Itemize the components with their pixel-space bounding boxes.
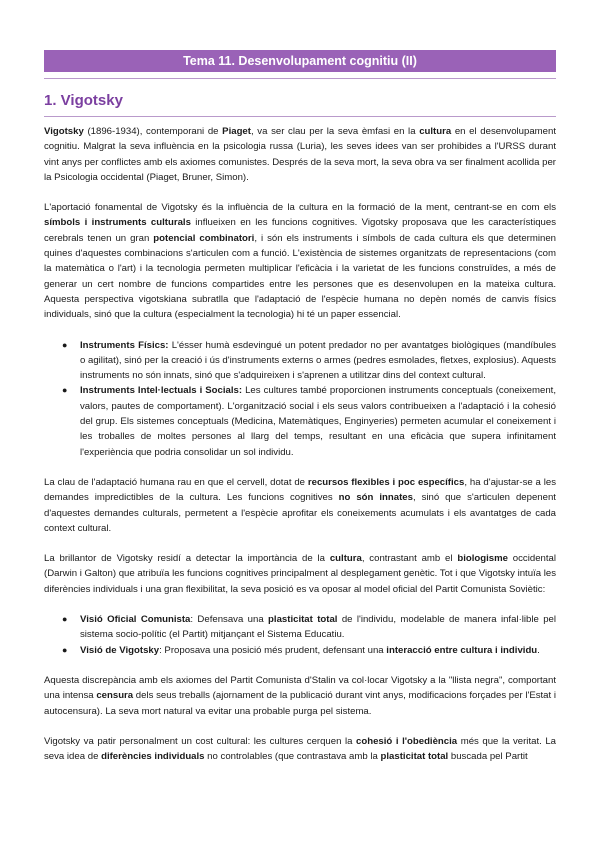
list-item xyxy=(62,643,556,658)
text-run: : Defensava una xyxy=(190,614,269,626)
paragraph-intro xyxy=(44,124,556,185)
text-run: Vigotsky va patir personalment un cost cultural: les cultures cerquen la xyxy=(44,735,357,747)
text-run: , contrastant amb el xyxy=(361,553,458,565)
bold-term: Visió de Vigotsky xyxy=(80,644,160,656)
text-run: dels seus treballs (ajornament de la publicació durant vint anys, modificacions forçades per l'Estat i autocensura). La seva mort natural va evitar una probable purga pel sistema. xyxy=(44,690,556,717)
bold-term: cultura xyxy=(419,126,452,137)
text-run: (1896-1934), contemporani de xyxy=(83,126,223,137)
vision-list xyxy=(44,612,556,658)
bold-term: Piaget xyxy=(222,126,251,137)
bullet-icon: ● xyxy=(62,339,68,350)
text-run: Aquesta discrepància amb els axiomes del Partit Comunista d'Stalin va col·locar Vigotsky a la "llista negra", comportant una intensa xyxy=(44,674,556,702)
paragraph-cultural-cost xyxy=(44,734,556,765)
bold-term: recursos flexibles i poc específics xyxy=(307,476,465,488)
text-run: en el desenvolupament cognitiu. Malgrat la seva influència en la psicologia russa (Luria), les seves idees van ser prohibides a l'URSS durant vint anys per conflictes amb els axiomes comunistes. Després de la seva mort, la seva obra va ser finalment acollida per la Psicologia occidental (Piaget, Bruner, Simon). xyxy=(44,126,557,183)
bullet-icon: ● xyxy=(62,644,68,655)
text-run: Les cultures també proporcionen instruments conceptuals (coneixement, valors, pautes de comportament). L'organització social i els seus valors contribueixen a l'adaptació i la cohesió del grup. Els sistemes conceptuals (Medicina, Matemàtiques, Enginyeries) permeten acumular el coneixement i les troballes de moltes persones al llarg del temps, resultant en una eficàcia que supera infinitament l'experiència que podria consolidar un sol individu. xyxy=(80,385,556,458)
list-item xyxy=(62,383,556,459)
text-run: , i són els instruments i símbols de cada cultura els que determinen quines d'aquestes combinacions s'articulen com a funció. L'existència de sistemes organitzats de representacions (com la matemàtica o l'art) i la tecnologia permeten multiplicar l'eficàcia i la varietat de les funcions construïdes, a més de generar un cert nombre de funcions compartides entre les persones que es desenvolupen en la mateixa cultura. Aquesta perspectiva vigotskiana subratlla que l'adaptació de l'espècie humana no depèn només de canvis físics individuals, sinó que la cultura (especialment la tecnologia) hi té un paper essencial. xyxy=(44,232,557,321)
bold-term: Instruments Físics: xyxy=(80,339,169,351)
bold-term: plasticitat total xyxy=(380,751,449,763)
text-run: L'aportació fonamental de Vigotsky és la influència de la cultura en la formació de la ment, centrant-se en com els xyxy=(44,202,556,214)
bold-term: diferències individuals xyxy=(101,751,205,763)
paragraph-culture xyxy=(44,200,556,322)
text-run: La clau de l'adaptació humana rau en que el cervell, dotat de xyxy=(44,476,308,488)
text-run: no controlables (que contrastava amb la xyxy=(204,751,381,763)
paragraph-adaptation xyxy=(44,475,556,536)
list-item xyxy=(62,612,556,643)
instruments-list xyxy=(44,338,556,460)
text-run: , sinó que s'articulen depenent d'aquestes demandes culturals, permetent a l'espècie aprofitar els coneixements acumulats i els avantatges de cada context cultural. xyxy=(44,492,556,534)
bold-term: potencial combinatori xyxy=(153,232,255,244)
document-body xyxy=(44,124,556,779)
chapter-banner: Tema 11. Desenvolupament cognitiu (II) xyxy=(44,50,556,72)
text-run: : Proposava una posició més prudent, defensant una xyxy=(159,644,387,656)
list-item xyxy=(62,338,557,384)
bullet-icon: ● xyxy=(62,614,68,625)
bold-term: Visió Oficial Comunista xyxy=(80,614,191,626)
bold-term: cultura xyxy=(329,553,362,565)
bold-term: Vigotsky xyxy=(44,126,84,137)
bold-term: Instruments Intel·lectuals i Socials: xyxy=(80,385,243,397)
heading-divider xyxy=(44,116,556,117)
paragraph-biologism xyxy=(44,551,556,597)
text-run: . xyxy=(537,644,540,656)
text-run: occidental (Darwin i Galton) que atribuïa les funcions cognitives principalment al desplegament genètic. Tot i que Vigotsky intuïa les diferències individuals i una gran flexibilitat, la seva posició es va oposar al model oficial del Partit Comunista Soviètic: xyxy=(44,553,556,595)
text-run: més que la veritat. La seva idea de xyxy=(44,735,557,763)
text-run: de l'individu, modelable de manera infal·lible pel sistema socio-polític (el Partit) mitjançant el Sistema Educatiu. xyxy=(80,614,556,641)
bold-term: censura xyxy=(96,690,134,702)
bold-term: biologisme xyxy=(457,553,508,565)
text-run: L'ésser humà esdevingué un potent predador no per avantatges biològiques (mandíbules o agilitat), sinó per la creació i ús d'instruments externs o armes (pedres esmolades, fletxes, explosius). Aquests instruments no són innats, sinó que s'adquireixen i s'aprenen a utilitzar dins del context cultural. xyxy=(80,339,557,382)
text-run: La brillantor de Vigotsky residí a detectar la importància de la xyxy=(44,553,330,565)
text-run: buscada pel Partit xyxy=(448,751,528,763)
text-run: , va ser clau per la seva èmfasi en la xyxy=(250,126,420,137)
text-run: , ha d'ajustar-se a les demandes impredictibles de la cultura. Les funcions cognitives xyxy=(44,476,557,504)
paragraph-censorship xyxy=(44,673,556,719)
bold-term: símbols i instruments culturals xyxy=(44,217,191,229)
text-run: influeixen en les funcions cognitives. Vigotsky proposava que les característiques cerebrals tenen un gran xyxy=(44,217,557,244)
banner-divider xyxy=(44,78,556,79)
bold-term: cohesió i l'obediència xyxy=(356,735,458,747)
bullet-icon: ● xyxy=(62,385,68,396)
section-heading: 1. Vigotsky xyxy=(44,92,123,109)
bold-term: plasticitat total xyxy=(268,614,338,626)
bold-term: no són innates xyxy=(338,492,413,504)
bold-term: interacció entre cultura i individu xyxy=(386,644,538,656)
